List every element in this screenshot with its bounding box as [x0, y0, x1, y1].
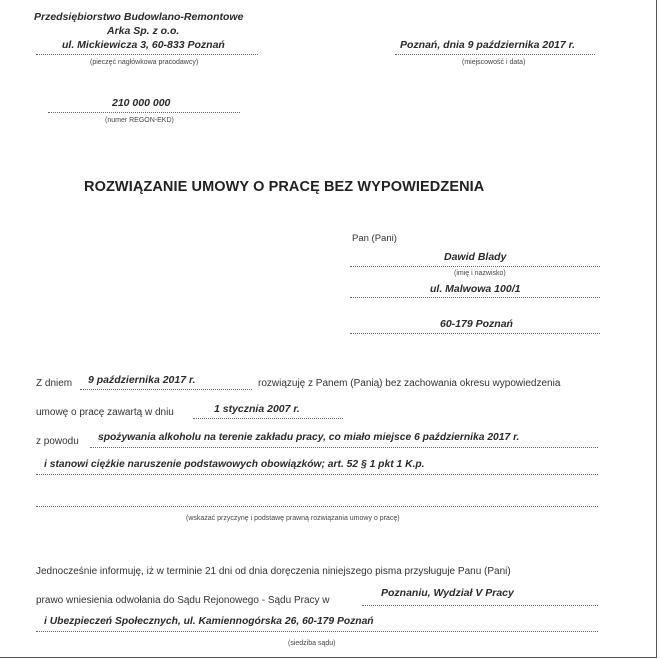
recipient-street-dotted-line — [350, 297, 600, 298]
employer-dotted-line — [36, 54, 258, 55]
employer-caption: (pieczęć nagłówkowa pracodawcy) — [90, 59, 199, 66]
place-date-dotted-line — [395, 54, 595, 55]
employer-address: ul. Mickiewicza 3, 60-833 Poznań — [62, 39, 225, 51]
court-caption: (siedziba sądu) — [288, 640, 336, 647]
body-line2-prefix: umowę o pracę zawartą w dniu — [36, 407, 174, 418]
regon-caption: (numer REGON-EKD) — [105, 117, 174, 124]
recipient-name: Dawid Blady — [444, 251, 507, 263]
reason-line1: spożywania alkoholu na terenie zakładu pracy, co miało miejsce 6 października 2017 r. — [98, 432, 520, 443]
body-line1-suffix: rozwiązuję z Panem (Panią) bez zachowania okresu wypowiedzenia — [258, 378, 561, 389]
reason-line2: i stanowi ciężkie naruszenie podstawowych obowiązków; art. 52 § 1 pkt 1 K.p. — [44, 459, 425, 470]
court-address: i Ubezpieczeń Społecznych, ul. Kamiennogórska 26, 60-179 Poznań — [44, 616, 374, 627]
recipient-salutation: Pan (Pani) — [352, 233, 397, 244]
reason-line3-dotted-line — [36, 506, 598, 507]
document-title: ROZWIĄZANIE UMOWY O PRACĘ BEZ WYPOWIEDZENIA — [84, 179, 485, 195]
body-line1-prefix: Z dniem — [36, 378, 73, 389]
contract-date: 1 stycznia 2007 r. — [214, 403, 300, 415]
termination-date-dotted-line — [80, 389, 252, 390]
recipient-street: ul. Malwowa 100/1 — [430, 283, 521, 295]
place-date-caption: (miejscowość i data) — [462, 59, 526, 66]
regon-dotted-line — [48, 112, 240, 113]
court-name-dotted-line — [362, 605, 598, 606]
termination-date: 9 października 2017 r. — [88, 374, 196, 386]
contract-date-dotted-line — [193, 418, 343, 419]
reason-caption: (wskazać przyczynę i podstawę prawną rozwiązania umowy o pracę) — [186, 515, 400, 522]
appeal-line1: Jednocześnie informuję, iż w terminie 21 dni od dnia doręczenia niniejszego pisma przysługuje Panu (Pani) — [36, 566, 511, 577]
recipient-name-caption: (imię i nazwisko) — [454, 270, 506, 277]
recipient-city-dotted-line — [350, 333, 600, 334]
body-line3-prefix: z powodu — [36, 436, 79, 447]
court-address-dotted-line — [36, 631, 598, 632]
regon-number: 210 000 000 — [112, 97, 171, 109]
place-date: Poznań, dnia 9 października 2017 r. — [400, 39, 576, 51]
recipient-name-dotted-line — [350, 266, 600, 267]
recipient-city: 60-179 Poznań — [440, 318, 513, 330]
appeal-line2-prefix: prawo wniesienia odwołania do Sądu Rejonowego - Sądu Pracy w — [36, 595, 330, 606]
reason-line2-dotted-line — [36, 474, 598, 475]
reason-line1-dotted-line — [90, 447, 598, 448]
employer-name-line1: Przedsiębiorstwo Budowlano-Remontowe — [34, 11, 244, 23]
employer-name-line2: Arka Sp. z o.o. — [107, 25, 180, 37]
court-name: Poznaniu, Wydział V Pracy — [381, 587, 514, 599]
